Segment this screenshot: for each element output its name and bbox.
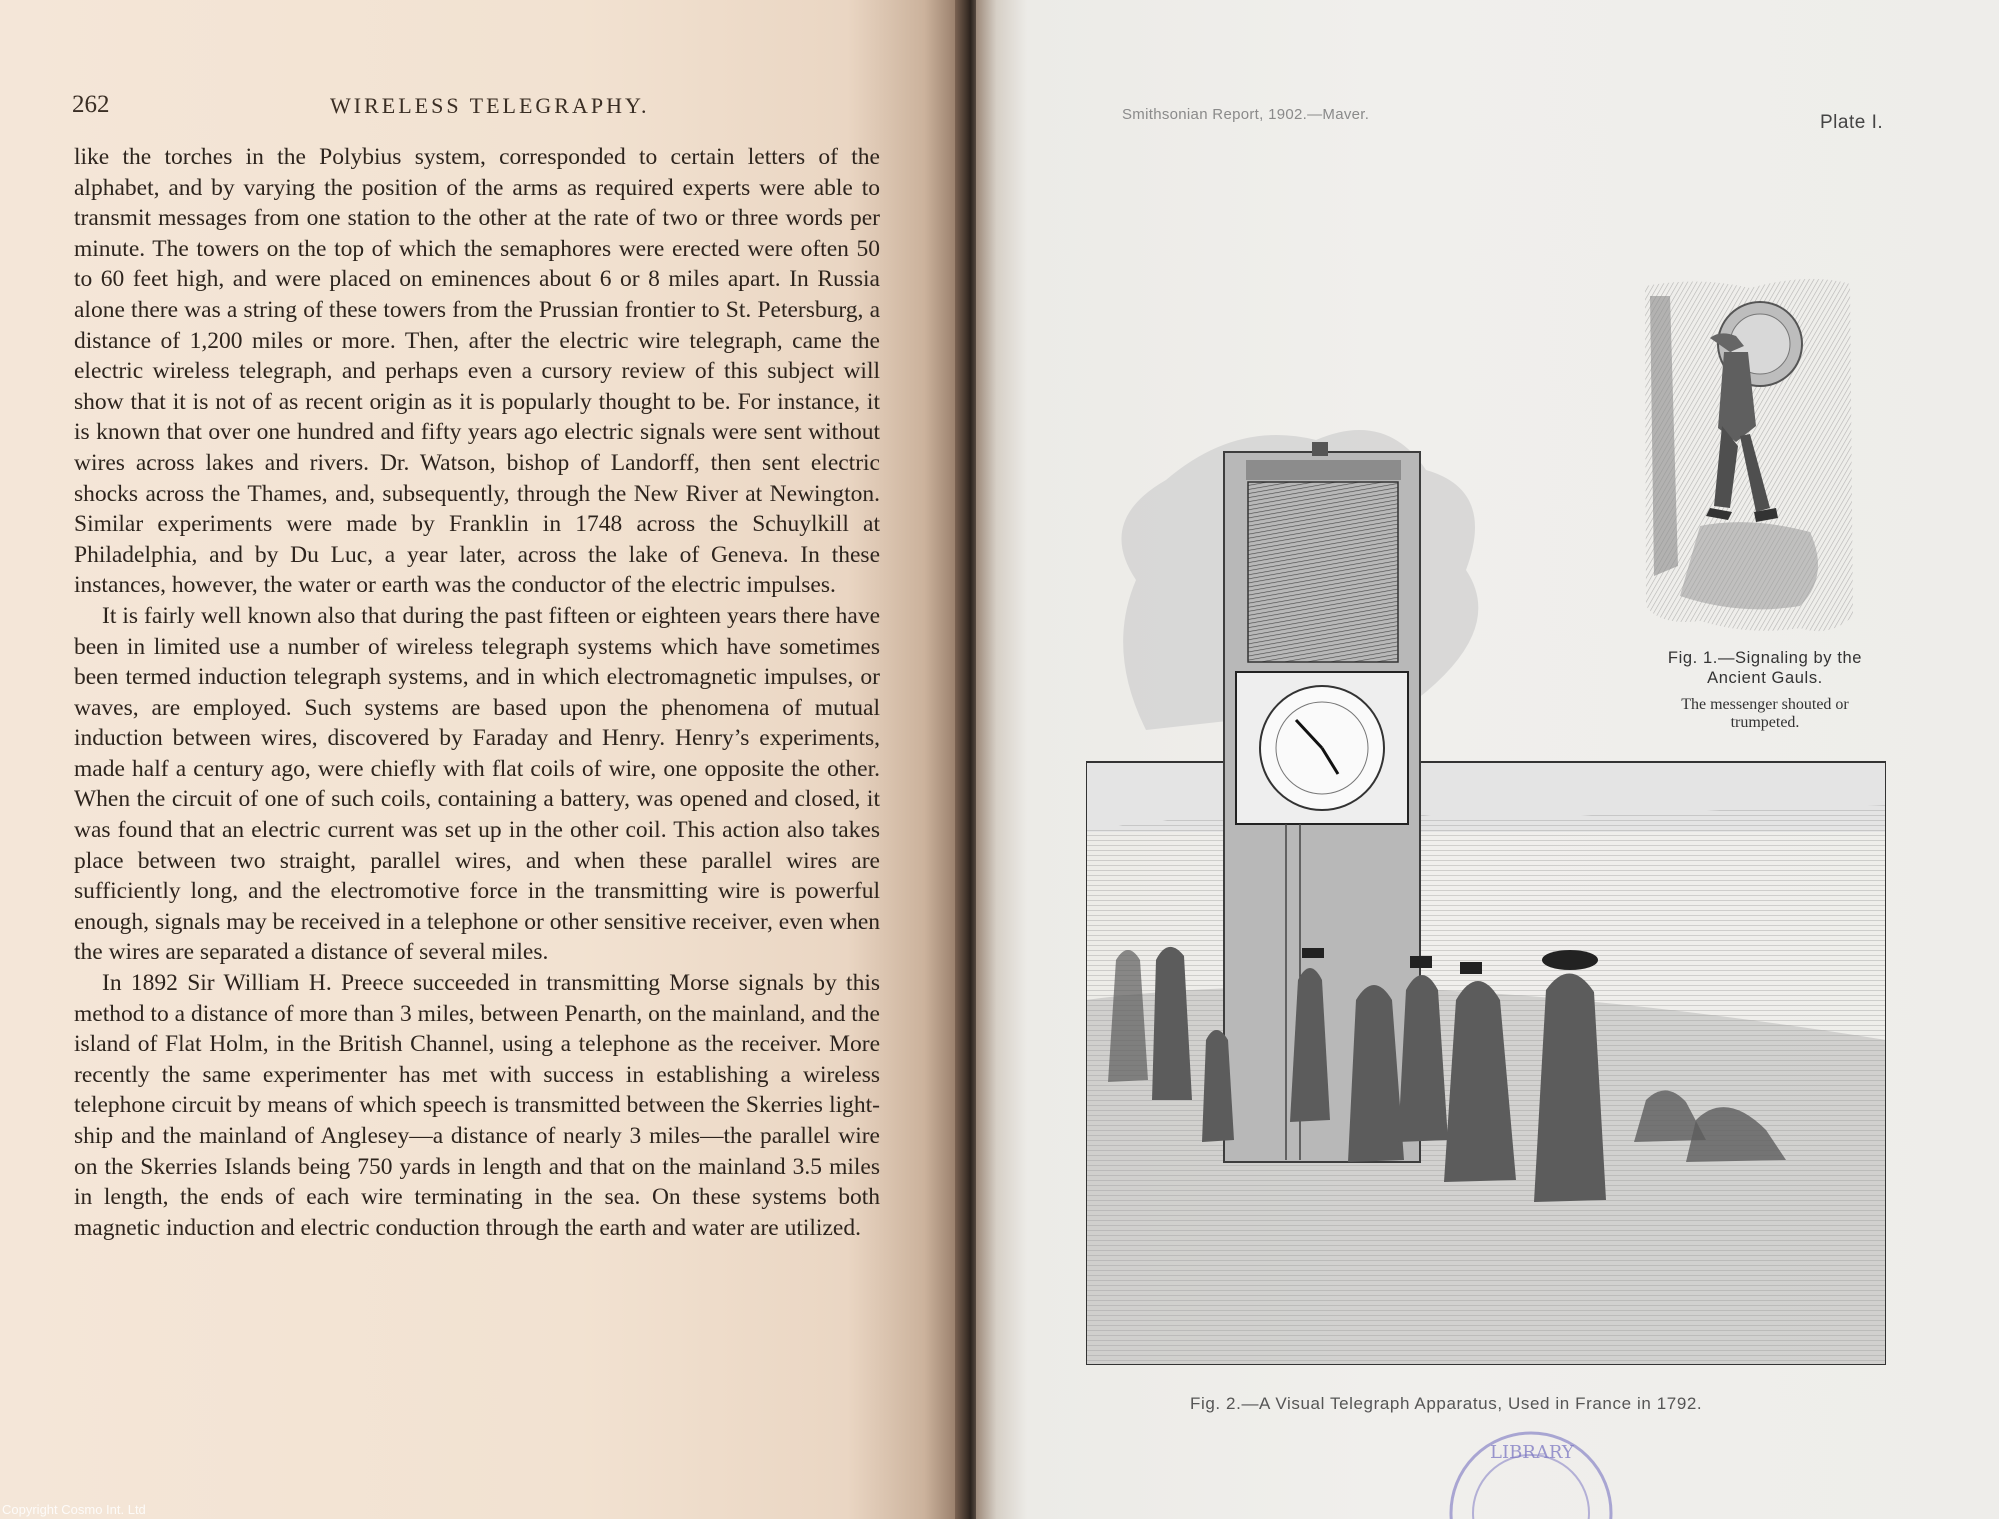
report-header: Smithsonian Report, 1902.—Maver. — [1122, 106, 1370, 123]
fig2-caption: Fig. 2.—A Visual Telegraph Apparatus, Used in France in 1792. — [1190, 1394, 1703, 1413]
body-text — [74, 142, 880, 1243]
paragraph-2: It is fairly well known also that during the past fifteen or eighteen years there have been in limited use a number of wireless telegraph systems which have sometimes been termed induction telegraph systems, and in which electromagnetic impulses, or waves, are employed. Such systems are based upon the phenomena of mutual induction between wires, discovered by Faraday and Henry. Henry’s experiments, made half a century ago, were chiefly with flat coils of wire, one opposite the other. When the circuit of one of such coils, containing a battery, was opened and closed, it was found that an electric current was set up in the other coil. This action also takes place between two straight, parallel wires, and when these parallel wires are sufficiently long, and the electromotive force in the transmitting wire is powerful enough, signals may be received in a telephone or other sensitive receiver, even when the wires are separated a distance of several miles. — [74, 602, 880, 966]
fig2-illustration — [1086, 400, 1886, 1365]
right-page — [976, 0, 1999, 1519]
fig1-caption-line-2: Ancient Gauls. — [1707, 669, 1823, 687]
copyright-watermark: Copyright Cosmo Int. Ltd — [2, 1502, 146, 1517]
running-title: WIRELESS TELEGRAPHY. — [330, 93, 650, 118]
fig1-subcaption-line-2: trumpeted. — [1730, 714, 1800, 731]
paragraph-3: In 1892 Sir William H. Preece succeeded in transmitting Morse signals by this method to a distance of more than 3 miles, between Penarth, on the mainland, and the island of Flat Holm, in the British Channel, using a telephone as the receiver. More recently the same experimenter has met with success in establishing a wireless telephone circuit by means of which speech is transmitted between the Skerries light-ship and the mainland of Anglesey—a distance of nearly 3 miles—the parallel wire on the Skerries Islands being 750 yards in length and that on the mainland 3.5 miles in length, the ends of each wire terminating in the sea. On these systems both magnetic induction and electric conduction through the earth and water are utilized. — [74, 970, 880, 1241]
fig1-caption-line-1: Fig. 1.—Signaling by the — [1667, 649, 1863, 667]
paragraph-1: like the torches in the Polybius system, corresponded to certain letters of the alphabet, and by varying the position of the arms as required experts were able to transmit messages from one station to the other at the rate of two or three words per minute. The towers on the top of which the semaphores were erected were often 50 to 60 feet high, and were placed on eminences about 6 or 8 miles apart. In Russia alone there was a string of these towers from the Prussian frontier to St. Petersburg, a distance of 1,200 miles or more. Then, after the electric wire telegraph, came the electric wireless telegraph, and perhaps even a cursory review of this subject will show that it is not of as recent origin as it is popularly thought to be. For instance, it is known that over one hundred and fifty years ago electric signals were sent without wires across lakes and rivers. Dr. Watson, bishop of Landorff, then sent electric shocks across the Thames, and, subsequently, through the New River at Newington. Similar experiments were made by Franklin in 1748 across the Schuylkill at Philadelphia, and by Du Luc, a year later, across the lake of Geneva. In these instances, however, the water or earth was the conductor of the electric impulses. — [74, 144, 880, 599]
page-number: 262 — [72, 91, 110, 118]
plate-label: Plate I. — [1820, 112, 1884, 133]
running-head — [72, 91, 892, 127]
left-page — [0, 0, 963, 1519]
fig1-subcaption-line-1: The messenger shouted or — [1681, 696, 1849, 713]
stamp-text: LIBRARY — [1490, 1442, 1574, 1463]
library-stamp — [1436, 1418, 1626, 1519]
